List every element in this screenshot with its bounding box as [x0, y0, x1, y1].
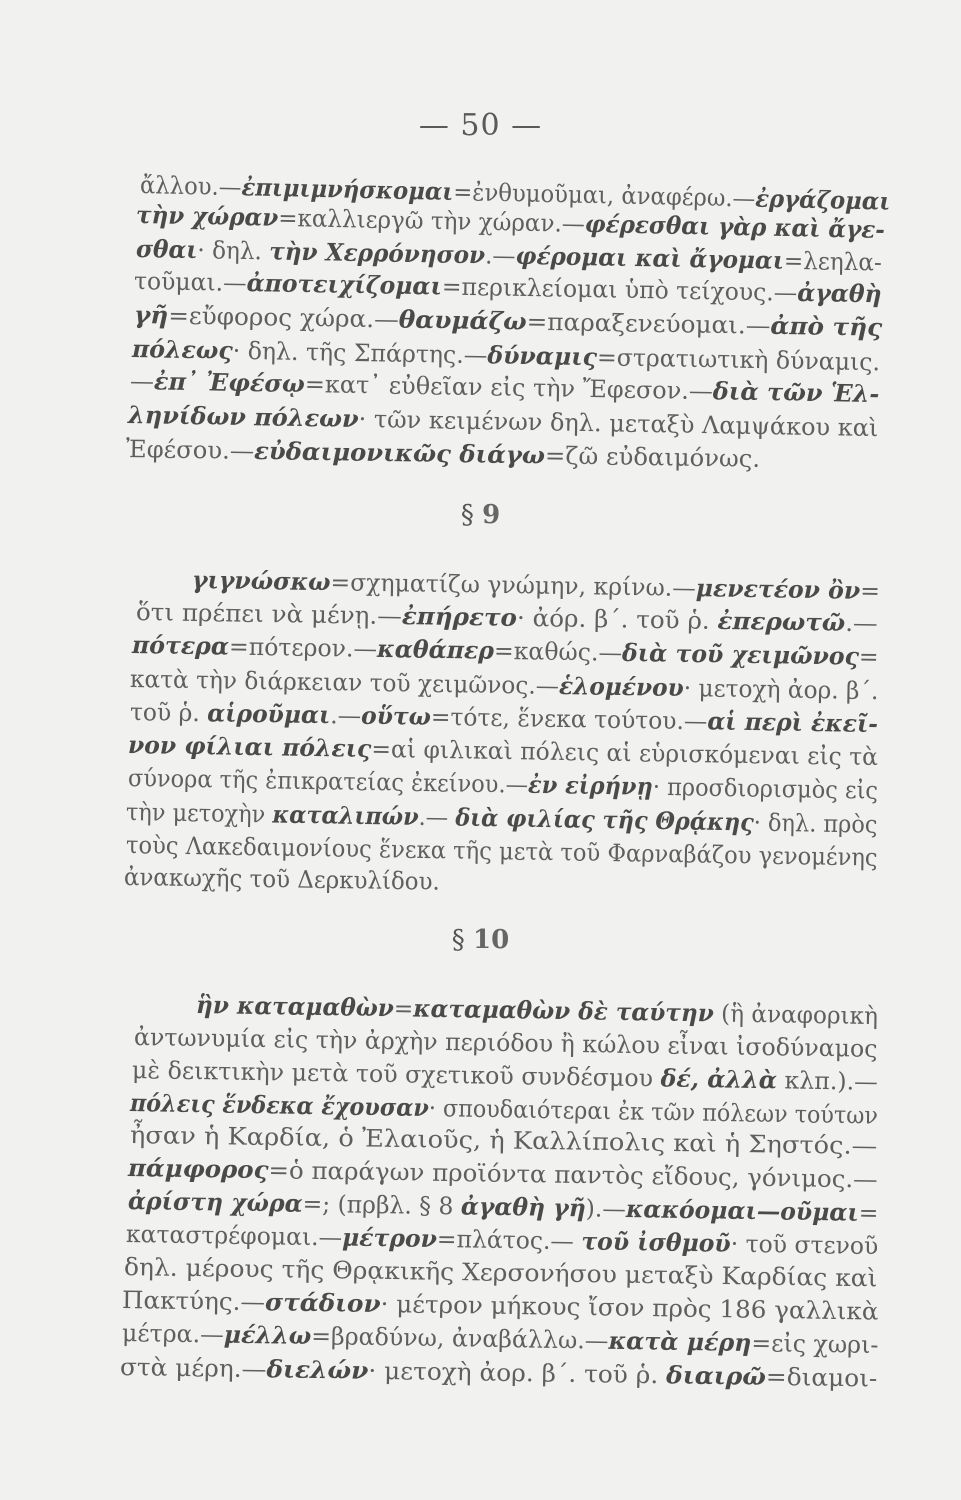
glossed-term: νον φίλιαι πόλεις [127, 730, 372, 763]
glossed-term: ἀποτειχίζομαι [246, 268, 443, 301]
gloss-text: .— [418, 802, 456, 832]
glossed-term: στάδιον [264, 1287, 381, 1318]
glossed-term: αἱροῦμαι [207, 698, 331, 730]
gloss-text: τοὺς Λακεδαιμονίους ἕνεκα τῆς μετὰ τοῦ Φαρναβάζου γενομένης [125, 831, 878, 872]
section-symbol: § [451, 925, 465, 955]
gloss-text: καταστρέφομαι.— [125, 1220, 343, 1252]
gloss-text: .— [330, 701, 362, 730]
text-line [124, 862, 440, 897]
gloss-text: =διαμοι- [765, 1362, 878, 1393]
gloss-text: =λεηλα- [783, 246, 883, 277]
text-line [126, 434, 761, 474]
glossed-term: αἱ περὶ ἐκεῖ- [707, 706, 879, 739]
gloss-text: =παραξενεύομαι.— [526, 307, 771, 340]
gloss-text: · δηλ. τῆς Σπάρτης.— [232, 336, 488, 370]
glossed-term: καταμαθὼν δὲ ταύτην [413, 993, 715, 1028]
gloss-text: Πακτύης.— [121, 1286, 266, 1317]
glossed-term: πόλεις ἕνδεκα ἔχουσαν [129, 1088, 430, 1123]
glossed-term: ἐπιμιμνήσκομαι [241, 172, 454, 206]
gloss-text: — [129, 367, 155, 396]
glossed-term: μέλλω [223, 1319, 312, 1351]
gloss-text: .— [844, 608, 878, 638]
gloss-text: =πότερον.— [228, 632, 378, 663]
glossed-term: γῆ [133, 300, 169, 330]
gloss-text: · σπουδαιότεραι ἐκ τῶν πόλεων τούτων [428, 1094, 879, 1130]
glossed-term: ἑλομένου [558, 670, 685, 702]
glossed-term: οὕτω [360, 700, 432, 731]
gloss-text: =εἰς χωρι- [751, 1329, 879, 1360]
glossed-term: καταλιπών [272, 799, 419, 831]
section-symbol: § [460, 500, 474, 530]
gloss-text: (ἣ ἀναφορικὴ [713, 999, 879, 1031]
gloss-text: τοῦ ῥ. [129, 698, 208, 728]
gloss-text: ἀντωνυμία εἰς τὴν ἀρχὴν περιόδου ἢ κώλου εἶναι ἰσοδύναμος [133, 1023, 878, 1063]
gloss-text: · τῶν κειμένων δηλ. μεταξὺ Λαμψάκου καὶ [358, 405, 879, 443]
gloss-text: κατὰ τὴν διάρκειαν τοῦ χειμῶνος.— [129, 665, 560, 700]
gloss-text: τὴν μετοχὴν [125, 798, 273, 829]
gloss-text: · μέτρον μήκους ἴσον πρὸς 186 γαλλικὰ [380, 1289, 879, 1326]
gloss-text: στὰ μέρη.— [119, 1353, 267, 1384]
glossed-term: ἀρίστη χώρα [127, 1186, 303, 1218]
gloss-text: Ἐφέσου.— [125, 435, 255, 465]
glossed-term: φέρομαι καὶ ἄγομαι [515, 240, 785, 275]
glossed-term: ἐν εἰρήνῃ [527, 769, 654, 801]
gloss-text: =εὔφορος χώρα.— [168, 301, 400, 334]
section-heading-9 [0, 500, 961, 530]
section-number: 9 [482, 500, 501, 530]
gloss-text: = [858, 1198, 879, 1228]
glossed-term: τοῦ ἰσθμοῦ [581, 1226, 731, 1258]
glossed-term: φέρεσθαι γὰρ καὶ ἄγε- [584, 208, 886, 244]
gloss-text: · δηλ. [197, 236, 270, 266]
glossed-term: ἣν καταμαθὼν [195, 990, 395, 1023]
glossed-term: πάμφορος [127, 1153, 269, 1185]
glossed-term: δύναμις [487, 340, 598, 372]
gloss-text: ὅτι πρέπει νὰ μένῃ.— [135, 598, 403, 631]
gloss-text: ἀνακωχῆς τοῦ Δερκυλίδου. [123, 863, 440, 896]
gloss-text: .— [484, 241, 516, 270]
gloss-text: · προσδιορισμὸς εἰς [652, 772, 879, 805]
glossed-term: τὴν Χερρόνησον [268, 236, 486, 270]
section-number: 10 [473, 925, 510, 955]
glossed-term: πόλεως [131, 334, 233, 365]
glossed-term: κατὰ μέρη [608, 1325, 752, 1358]
glossed-term: καθάπερ [376, 633, 495, 665]
glossed-term: δέ, ἀλλὰ [660, 1063, 778, 1095]
gloss-text: =τότε, ἕνεκα τούτου.— [430, 702, 708, 736]
glossed-term: ἐπερωτῶ [717, 605, 846, 637]
glossed-term: σθαι [135, 234, 198, 265]
gloss-text: = [859, 576, 881, 606]
gloss-text: =σχηματίζω γνώμην, κρίνω.— [330, 568, 696, 603]
gloss-text: =; (πρβλ. § 8 [302, 1189, 462, 1221]
gloss-text: · μετοχὴ ἀορ. β΄. τοῦ ῥ. [368, 1356, 667, 1390]
gloss-text: = [858, 642, 879, 671]
glossed-term: διὰ τῶν Ἑλ- [712, 376, 880, 409]
gloss-text: ἦσαν ἡ Καρδία, ὁ Ἐλαιοῦς, ἡ Καλλίπολις καὶ ἡ Σηστός.— [129, 1121, 878, 1160]
glossed-term: ἀπὸ τῆς [770, 310, 883, 342]
gloss-text: =πλάτος.— [436, 1224, 582, 1256]
glossed-term: κακόομαι—οῦμαι [625, 1194, 859, 1227]
section-heading-10 [0, 925, 961, 955]
glossed-term: διὰ φιλίας τῆς Θρᾴκης [455, 802, 755, 837]
gloss-text: =ἐνθυμοῦμαι, ἀναφέρω.— [453, 177, 756, 213]
glossed-term: διελών [266, 1354, 369, 1385]
gloss-text: ἄλλου.— [139, 171, 242, 202]
gloss-text: · μετοχὴ ἀορ. β΄. [683, 673, 879, 706]
glossed-term: διαιρῶ [665, 1360, 767, 1391]
gloss-text: · τοῦ στενοῦ [730, 1229, 879, 1261]
glossed-term: ἐπ᾽ Ἐφέσῳ [153, 366, 306, 399]
gloss-text: =καθώς.— [493, 636, 623, 667]
glossed-term: διὰ τοῦ χειμῶνος [621, 637, 860, 671]
gloss-text: δηλ. μέρους τῆς Θρᾳκικῆς Χερσονήσου μεταξὺ Καρδίας καὶ [123, 1253, 878, 1293]
gloss-text: κλπ.).— [776, 1066, 879, 1096]
glossed-term: γιγνώσκω [191, 565, 331, 597]
gloss-text: =βραδύνω, ἀναβάλλω.— [311, 1322, 609, 1355]
glossed-term: τὴν χώραν [135, 200, 279, 232]
gloss-text: τοῦμαι.— [133, 267, 247, 298]
gloss-text: = [393, 994, 414, 1023]
glossed-term: ἐπήρετο [401, 601, 518, 632]
glossed-term: μέτρον [341, 1222, 438, 1253]
glossed-term: ἀγαθὴ [796, 277, 882, 309]
gloss-text: =ὁ παράγων προϊόντα παντὸς εἴδους, γόνιμος.— [268, 1156, 878, 1194]
page-number: — 50 — [418, 108, 543, 143]
gloss-text: μέτρα.— [121, 1319, 225, 1349]
gloss-text: ).— [585, 1194, 627, 1224]
gloss-text: =ζῶ εὐδαιμόνως. [544, 441, 761, 473]
glossed-term: ληνίδων πόλεων [127, 400, 359, 434]
gloss-text: =στρατιωτικὴ δύναμις. [596, 343, 881, 377]
gloss-text: =αἱ φιλικαὶ πόλεις αἱ εὑρισκόμεναι εἰς τὰ [371, 734, 879, 772]
glossed-term: πότερα [131, 630, 230, 661]
glossed-term: θαυμάζω [398, 304, 527, 336]
gloss-text: σύνορα τῆς ἐπικρατείας ἐκείνου.— [127, 764, 529, 799]
glossed-term: εὐδαιμονικῶς διάγω [253, 435, 546, 470]
glossed-term: ἀγαθὴ γῆ [460, 1191, 587, 1223]
gloss-text: =καλλιεργῶ τὴν χώραν.— [277, 203, 586, 238]
gloss-text: μὲ δεικτικὴν μετὰ τοῦ σχετικοῦ συνδέσμου [131, 1056, 661, 1093]
gloss-text: · δηλ. πρὸς [753, 808, 878, 839]
gloss-text: =κατ᾽ εὐθεῖαν εἰς τὴν Ἔφεσον.— [304, 370, 714, 406]
glossed-term: ἐργάζομαι [755, 183, 891, 216]
gloss-text: =περικλείομαι ὑπὸ τείχους.— [441, 272, 798, 307]
glossed-term: μενετέον ὂν [695, 573, 861, 605]
gloss-text: · ἀόρ. β΄. τοῦ ῥ. [516, 603, 718, 635]
